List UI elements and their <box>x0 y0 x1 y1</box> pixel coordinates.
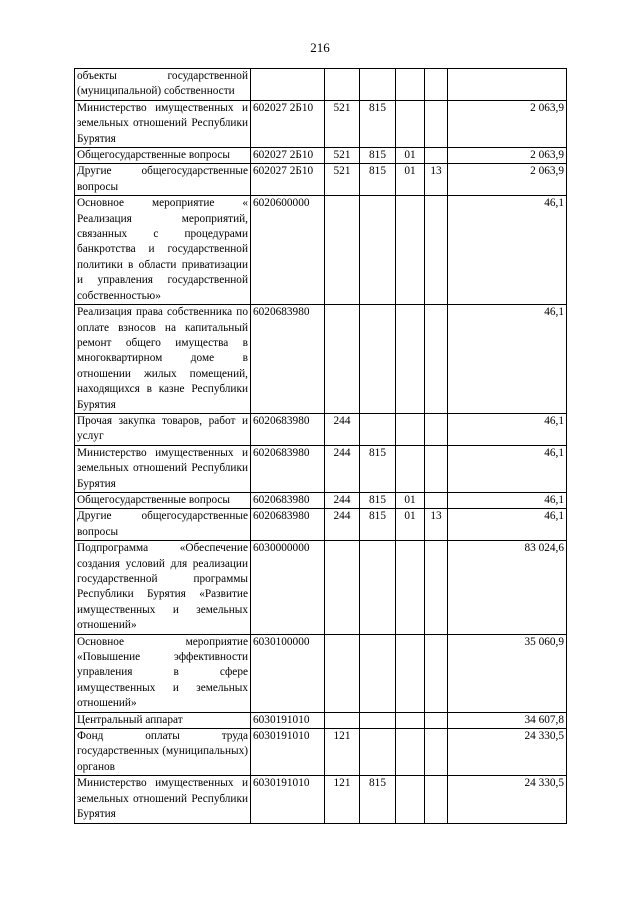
row-grbs: 815 <box>360 492 396 508</box>
table-row <box>75 445 567 492</box>
row-csr: 6030191010 <box>251 729 325 776</box>
row-rz <box>396 305 425 414</box>
row-rz <box>396 100 425 147</box>
row-name: Другие общегосударственные вопросы <box>75 509 251 541</box>
row-amount: 35 060,9 <box>448 634 567 712</box>
row-csr: 602027 2Б10 <box>251 148 325 164</box>
row-name: Прочая закупка товаров, работ и услуг <box>75 413 251 445</box>
row-amount: 46,1 <box>448 413 567 445</box>
row-rz <box>396 445 425 492</box>
row-name: Центральный аппарат <box>75 712 251 728</box>
row-grbs: 815 <box>360 164 396 196</box>
row-csr <box>251 69 325 101</box>
row-pr <box>425 541 448 634</box>
table-row <box>75 305 567 414</box>
table-row <box>75 100 567 147</box>
row-amount: 46,1 <box>448 509 567 541</box>
row-amount: 24 330,5 <box>448 729 567 776</box>
row-csr: 6020683980 <box>251 492 325 508</box>
row-name: Общегосударственные вопросы <box>75 492 251 508</box>
row-pr <box>425 492 448 508</box>
row-rz <box>396 413 425 445</box>
table-row <box>75 541 567 634</box>
table-row <box>75 148 567 164</box>
row-amount: 46,1 <box>448 196 567 305</box>
row-grbs: 815 <box>360 100 396 147</box>
row-grbs <box>360 729 396 776</box>
row-vr <box>325 712 360 728</box>
row-vr: 521 <box>325 164 360 196</box>
row-csr: 6020683980 <box>251 445 325 492</box>
row-rz <box>396 634 425 712</box>
row-amount: 2 063,9 <box>448 148 567 164</box>
row-pr <box>425 634 448 712</box>
table-row <box>75 413 567 445</box>
row-pr <box>425 305 448 414</box>
table-row <box>75 509 567 541</box>
row-csr: 6030100000 <box>251 634 325 712</box>
table-row <box>75 492 567 508</box>
row-pr <box>425 776 448 823</box>
row-csr: 6030000000 <box>251 541 325 634</box>
page-number: 216 <box>310 40 330 55</box>
row-pr: 13 <box>425 164 448 196</box>
row-grbs: 815 <box>360 509 396 541</box>
row-rz <box>396 196 425 305</box>
table-row <box>75 69 567 101</box>
row-vr <box>325 196 360 305</box>
row-name: Другие общегосударственные вопросы <box>75 164 251 196</box>
row-csr: 6020600000 <box>251 196 325 305</box>
row-rz: 01 <box>396 509 425 541</box>
row-name: Министерство имущественных и земельных отношений Республики Бурятия <box>75 100 251 147</box>
row-grbs: 815 <box>360 148 396 164</box>
row-rz: 01 <box>396 164 425 196</box>
row-rz <box>396 69 425 101</box>
row-csr: 6020683980 <box>251 413 325 445</box>
row-pr <box>425 445 448 492</box>
row-rz <box>396 729 425 776</box>
table-row <box>75 776 567 823</box>
row-pr <box>425 413 448 445</box>
row-pr <box>425 100 448 147</box>
row-amount: 2 063,9 <box>448 164 567 196</box>
row-vr <box>325 634 360 712</box>
row-amount: 46,1 <box>448 445 567 492</box>
row-amount: 34 607,8 <box>448 712 567 728</box>
row-csr: 602027 2Б10 <box>251 164 325 196</box>
table-row <box>75 634 567 712</box>
table-row <box>75 729 567 776</box>
row-csr: 602027 2Б10 <box>251 100 325 147</box>
row-name: Основное мероприятие «Повышение эффективности управления в сфере имущественных и земельных отношений» <box>75 634 251 712</box>
row-name: Подпрограмма «Обеспечение создания условий для реализации государственной программы Республики Бурятия «Развитие имущественных и земельных отношений» <box>75 541 251 634</box>
row-grbs <box>360 305 396 414</box>
row-amount: 24 330,5 <box>448 776 567 823</box>
row-pr: 13 <box>425 509 448 541</box>
row-name: объекты государственной (муниципальной) собственности <box>75 69 251 101</box>
row-vr: 121 <box>325 776 360 823</box>
row-grbs <box>360 712 396 728</box>
row-csr: 6020683980 <box>251 305 325 414</box>
row-rz <box>396 541 425 634</box>
table-row <box>75 196 567 305</box>
row-pr <box>425 729 448 776</box>
row-grbs <box>360 69 396 101</box>
row-name: Общегосударственные вопросы <box>75 148 251 164</box>
row-name: Реализация права собственника по оплате взносов на капитальный ремонт общего имущества в многоквартирном доме в отношении жилых помещений, находящихся в казне Республики Бурятия <box>75 305 251 414</box>
row-csr: 6030191010 <box>251 712 325 728</box>
row-rz <box>396 712 425 728</box>
row-amount: 83 024,6 <box>448 541 567 634</box>
row-name: Основное мероприятие « Реализация мероприятий, связанных с процедурами банкротства и государственной политики в области приватизации и управления государственной собственностью» <box>75 196 251 305</box>
row-grbs <box>360 541 396 634</box>
row-vr <box>325 541 360 634</box>
row-vr: 121 <box>325 729 360 776</box>
row-name: Министерство имущественных и земельных отношений Республики Бурятия <box>75 445 251 492</box>
row-csr: 6020683980 <box>251 509 325 541</box>
row-amount: 46,1 <box>448 305 567 414</box>
row-pr <box>425 148 448 164</box>
row-pr <box>425 69 448 101</box>
row-grbs: 815 <box>360 776 396 823</box>
row-vr <box>325 305 360 414</box>
row-vr: 521 <box>325 148 360 164</box>
row-vr: 521 <box>325 100 360 147</box>
row-csr: 6030191010 <box>251 776 325 823</box>
table-row <box>75 712 567 728</box>
row-amount: 2 063,9 <box>448 100 567 147</box>
row-grbs <box>360 196 396 305</box>
row-pr <box>425 196 448 305</box>
row-vr <box>325 69 360 101</box>
row-amount: 46,1 <box>448 492 567 508</box>
row-vr: 244 <box>325 445 360 492</box>
row-grbs <box>360 634 396 712</box>
budget-table <box>74 68 567 824</box>
row-vr: 244 <box>325 509 360 541</box>
row-vr: 244 <box>325 492 360 508</box>
row-name: Министерство имущественных и земельных отношений Республики Бурятия <box>75 776 251 823</box>
row-grbs <box>360 413 396 445</box>
row-name: Фонд оплаты труда государственных (муниципальных) органов <box>75 729 251 776</box>
row-pr <box>425 712 448 728</box>
row-rz <box>396 776 425 823</box>
row-rz: 01 <box>396 492 425 508</box>
row-vr: 244 <box>325 413 360 445</box>
row-grbs: 815 <box>360 445 396 492</box>
table-row <box>75 164 567 196</box>
row-rz: 01 <box>396 148 425 164</box>
row-amount <box>448 69 567 101</box>
